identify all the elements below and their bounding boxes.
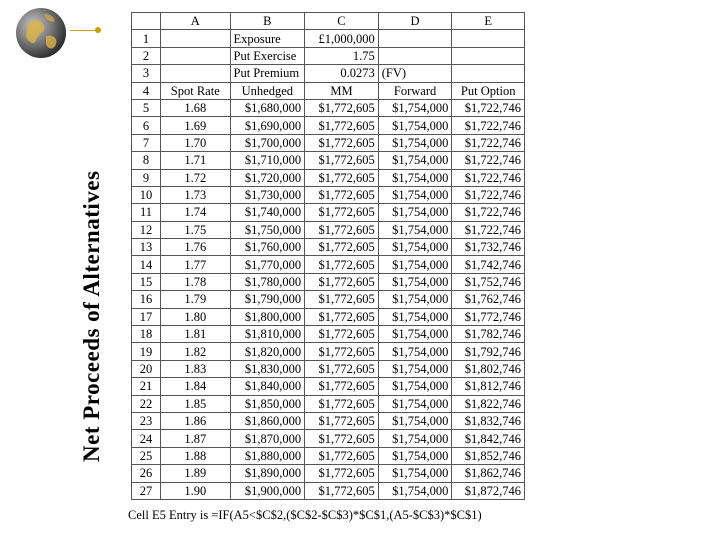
table-cell: $1,792,746	[452, 343, 525, 360]
table-cell: 1.71	[161, 152, 230, 169]
table-row	[132, 204, 525, 221]
table-cell: $1,790,000	[230, 291, 305, 308]
table-cell: $1,722,746	[452, 99, 525, 116]
row-number: 20	[132, 360, 161, 377]
table-cell: $1,872,746	[452, 482, 525, 499]
table-cell: $1,754,000	[378, 482, 452, 499]
table-cell: 1.69	[161, 117, 230, 134]
setup-row	[132, 65, 525, 82]
table-row	[132, 117, 525, 134]
empty-cell	[452, 65, 525, 82]
table-row	[132, 221, 525, 238]
table-header-cell: Spot Rate	[161, 82, 230, 99]
spreadsheet-table	[131, 12, 525, 500]
table-cell: $1,860,000	[230, 412, 305, 429]
table-header-row	[132, 82, 525, 99]
table-cell: $1,772,605	[305, 412, 379, 429]
column-header-row	[132, 13, 525, 30]
table-cell: $1,772,605	[305, 326, 379, 343]
column-header-b: B	[230, 13, 305, 30]
slide-title: Net Proceeds of Alternatives	[79, 170, 104, 462]
table-cell: $1,722,746	[452, 204, 525, 221]
table-row	[132, 291, 525, 308]
table-cell: $1,772,605	[305, 482, 379, 499]
empty-cell	[452, 47, 525, 64]
table-cell: $1,832,746	[452, 412, 525, 429]
setup-value: 0.0273	[305, 65, 379, 82]
decorative-line	[70, 30, 98, 31]
table-cell: $1,822,746	[452, 395, 525, 412]
table-cell: 1.68	[161, 99, 230, 116]
table-cell: $1,754,000	[378, 152, 452, 169]
table-cell: 1.79	[161, 291, 230, 308]
table-cell: $1,680,000	[230, 99, 305, 116]
table-cell: $1,772,605	[305, 343, 379, 360]
row-number: 14	[132, 256, 161, 273]
table-row	[132, 395, 525, 412]
table-row	[132, 378, 525, 395]
row-number: 25	[132, 447, 161, 464]
table-cell: $1,772,605	[305, 239, 379, 256]
table-cell: $1,772,605	[305, 273, 379, 290]
empty-cell	[452, 30, 525, 47]
table-cell: 1.80	[161, 308, 230, 325]
table-cell: $1,754,000	[378, 186, 452, 203]
table-cell: $1,762,746	[452, 291, 525, 308]
table-cell: $1,722,746	[452, 169, 525, 186]
table-cell: $1,772,605	[305, 291, 379, 308]
row-number: 23	[132, 412, 161, 429]
table-cell: 1.86	[161, 412, 230, 429]
table-cell: $1,772,605	[305, 447, 379, 464]
table-cell: $1,722,746	[452, 152, 525, 169]
table-cell: $1,750,000	[230, 221, 305, 238]
formula-caption: Cell E5 Entry is =IF(A5<$C$2,($C$2-$C$3)*$C$1,(A5-$C$3)*$C$1)	[128, 508, 482, 522]
table-cell: $1,802,746	[452, 360, 525, 377]
column-header-c: C	[305, 13, 379, 30]
row-number: 21	[132, 378, 161, 395]
table-cell: $1,722,746	[452, 221, 525, 238]
table-cell: $1,754,000	[378, 343, 452, 360]
table-cell: $1,772,605	[305, 465, 379, 482]
row-number: 9	[132, 169, 161, 186]
table-cell: $1,700,000	[230, 134, 305, 151]
table-row	[132, 239, 525, 256]
table-cell: $1,754,000	[378, 291, 452, 308]
row-number: 15	[132, 273, 161, 290]
table-row	[132, 343, 525, 360]
column-header-a: A	[161, 13, 230, 30]
setup-value: £1,000,000	[305, 30, 379, 47]
table-cell: $1,772,605	[305, 378, 379, 395]
table-cell: $1,754,000	[378, 239, 452, 256]
table-cell: $1,752,746	[452, 273, 525, 290]
row-number: 24	[132, 430, 161, 447]
table-cell: $1,754,000	[378, 221, 452, 238]
row-number: 11	[132, 204, 161, 221]
table-cell: 1.73	[161, 186, 230, 203]
table-row	[132, 326, 525, 343]
table-cell: $1,900,000	[230, 482, 305, 499]
table-row	[132, 465, 525, 482]
row-number: 16	[132, 291, 161, 308]
globe-logo-icon	[14, 6, 68, 60]
table-cell: $1,772,605	[305, 204, 379, 221]
table-cell: $1,754,000	[378, 169, 452, 186]
table-cell: $1,754,000	[378, 99, 452, 116]
table-cell: $1,782,746	[452, 326, 525, 343]
table-row	[132, 308, 525, 325]
row-number: 17	[132, 308, 161, 325]
table-cell: $1,772,746	[452, 308, 525, 325]
row-number: 10	[132, 186, 161, 203]
table-cell: $1,772,605	[305, 134, 379, 151]
table-header-cell: Put Option	[452, 82, 525, 99]
table-cell: $1,800,000	[230, 308, 305, 325]
setup-note	[378, 47, 452, 64]
table-cell: $1,842,746	[452, 430, 525, 447]
table-cell: $1,812,746	[452, 378, 525, 395]
table-cell: 1.75	[161, 221, 230, 238]
row-number: 6	[132, 117, 161, 134]
table-cell: $1,890,000	[230, 465, 305, 482]
table-cell: $1,772,605	[305, 186, 379, 203]
table-cell: $1,830,000	[230, 360, 305, 377]
table-cell: $1,754,000	[378, 326, 452, 343]
table-row	[132, 152, 525, 169]
table-cell: $1,730,000	[230, 186, 305, 203]
table-cell: $1,710,000	[230, 152, 305, 169]
table-row	[132, 256, 525, 273]
table-cell: $1,820,000	[230, 343, 305, 360]
table-cell: 1.82	[161, 343, 230, 360]
table-cell: $1,772,605	[305, 152, 379, 169]
table-cell: $1,772,605	[305, 360, 379, 377]
table-cell: 1.85	[161, 395, 230, 412]
table-cell: $1,754,000	[378, 395, 452, 412]
table-cell: $1,722,746	[452, 186, 525, 203]
table-cell: $1,840,000	[230, 378, 305, 395]
table-cell: 1.78	[161, 273, 230, 290]
table-cell: $1,754,000	[378, 360, 452, 377]
table-cell: 1.74	[161, 204, 230, 221]
row-number: 26	[132, 465, 161, 482]
table-cell: $1,742,746	[452, 256, 525, 273]
empty-cell	[161, 65, 230, 82]
table-cell: $1,772,605	[305, 308, 379, 325]
table-row	[132, 360, 525, 377]
table-cell: $1,850,000	[230, 395, 305, 412]
column-header-e: E	[452, 13, 525, 30]
table-row	[132, 273, 525, 290]
table-header-cell: Forward	[378, 82, 452, 99]
setup-row	[132, 47, 525, 64]
table-cell: $1,754,000	[378, 256, 452, 273]
table-cell: $1,772,605	[305, 99, 379, 116]
table-row	[132, 447, 525, 464]
row-number: 8	[132, 152, 161, 169]
table-cell: 1.70	[161, 134, 230, 151]
table-cell: $1,754,000	[378, 430, 452, 447]
table-cell: $1,754,000	[378, 204, 452, 221]
table-row	[132, 134, 525, 151]
table-cell: 1.83	[161, 360, 230, 377]
table-cell: $1,852,746	[452, 447, 525, 464]
table-header-cell: MM	[305, 82, 379, 99]
setup-label: Put Exercise	[230, 47, 305, 64]
row-number: 18	[132, 326, 161, 343]
table-cell: $1,772,605	[305, 395, 379, 412]
table-cell: 1.81	[161, 326, 230, 343]
row-number: 19	[132, 343, 161, 360]
table-cell: $1,740,000	[230, 204, 305, 221]
setup-value: 1.75	[305, 47, 379, 64]
row-number: 4	[132, 82, 161, 99]
setup-label: Exposure	[230, 30, 305, 47]
table-cell: $1,870,000	[230, 430, 305, 447]
table-row	[132, 430, 525, 447]
table-cell: $1,772,605	[305, 169, 379, 186]
table-cell: $1,772,605	[305, 256, 379, 273]
table-cell: $1,754,000	[378, 273, 452, 290]
table-cell: $1,754,000	[378, 412, 452, 429]
row-number: 3	[132, 65, 161, 82]
table-cell: $1,810,000	[230, 326, 305, 343]
setup-note	[378, 30, 452, 47]
table-cell: 1.76	[161, 239, 230, 256]
empty-cell	[161, 47, 230, 64]
row-number: 1	[132, 30, 161, 47]
table-cell: $1,754,000	[378, 378, 452, 395]
table-cell: $1,754,000	[378, 465, 452, 482]
row-number: 22	[132, 395, 161, 412]
table-cell: 1.90	[161, 482, 230, 499]
table-row	[132, 169, 525, 186]
table-cell: 1.84	[161, 378, 230, 395]
empty-cell	[161, 30, 230, 47]
table-row	[132, 482, 525, 499]
table-cell: $1,754,000	[378, 134, 452, 151]
table-cell: $1,780,000	[230, 273, 305, 290]
table-header-cell: Unhedged	[230, 82, 305, 99]
table-row	[132, 412, 525, 429]
table-cell: $1,732,746	[452, 239, 525, 256]
table-cell: $1,754,000	[378, 117, 452, 134]
table-cell: $1,770,000	[230, 256, 305, 273]
table-row	[132, 186, 525, 203]
table-cell: $1,772,605	[305, 221, 379, 238]
column-header-d: D	[378, 13, 452, 30]
row-number: 2	[132, 47, 161, 64]
table-cell: 1.72	[161, 169, 230, 186]
setup-label: Put Premium	[230, 65, 305, 82]
corner-cell	[132, 13, 161, 30]
table-cell: 1.77	[161, 256, 230, 273]
setup-row	[132, 30, 525, 47]
table-cell: $1,772,605	[305, 430, 379, 447]
table-cell: $1,720,000	[230, 169, 305, 186]
row-number: 13	[132, 239, 161, 256]
row-number: 27	[132, 482, 161, 499]
row-number: 5	[132, 99, 161, 116]
table-cell: $1,754,000	[378, 447, 452, 464]
row-number: 12	[132, 221, 161, 238]
table-cell: 1.88	[161, 447, 230, 464]
table-cell: $1,772,605	[305, 117, 379, 134]
table-cell: $1,760,000	[230, 239, 305, 256]
table-cell: 1.89	[161, 465, 230, 482]
decorative-dot	[95, 27, 101, 33]
setup-note: (FV)	[378, 65, 452, 82]
row-number: 7	[132, 134, 161, 151]
table-cell: $1,722,746	[452, 134, 525, 151]
table-cell: 1.87	[161, 430, 230, 447]
table-cell: $1,690,000	[230, 117, 305, 134]
table-cell: $1,722,746	[452, 117, 525, 134]
table-cell: $1,862,746	[452, 465, 525, 482]
table-row	[132, 99, 525, 116]
table-cell: $1,754,000	[378, 308, 452, 325]
table-cell: $1,880,000	[230, 447, 305, 464]
